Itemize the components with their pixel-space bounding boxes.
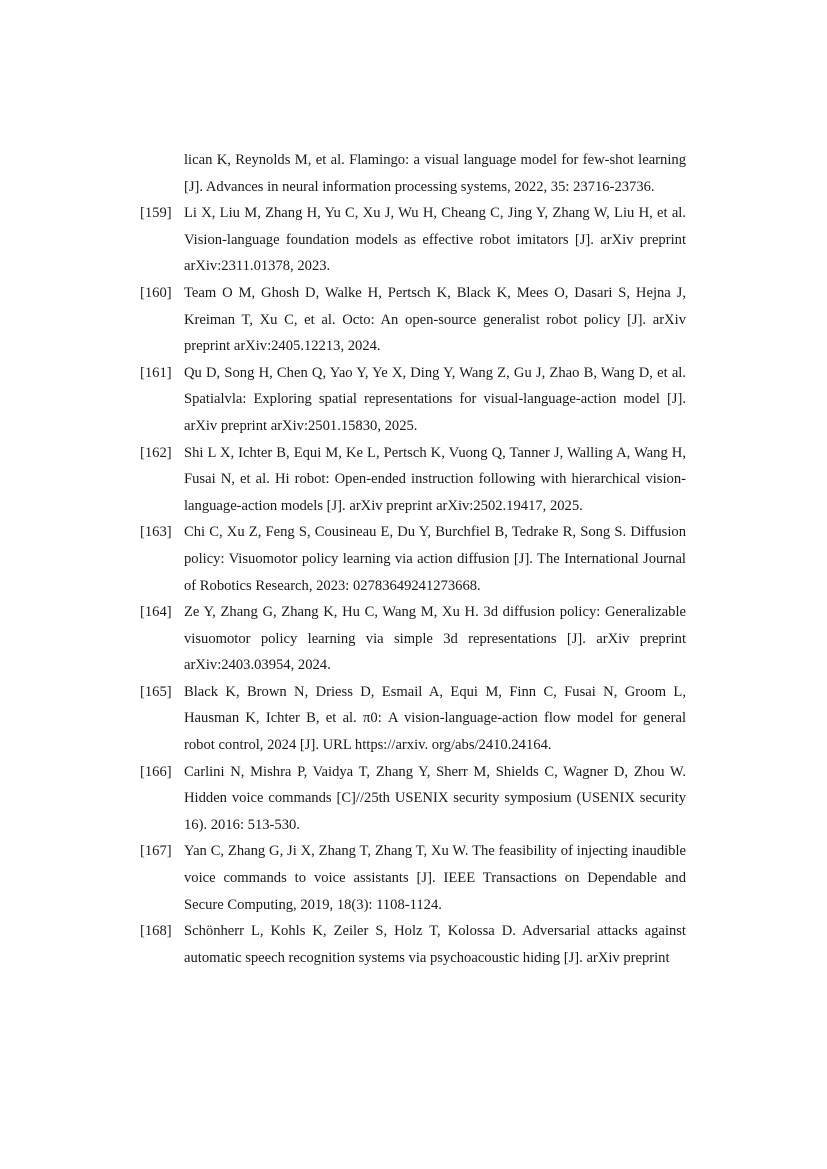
reference-list [140,147,686,971]
reference-item [140,280,686,360]
reference-text: Schönherr L, Kohls K, Zeiler S, Holz T, Kolossa D. Adversarial attacks against automatic speech recognition systems via psychoacoustic hiding [J]. arXiv preprint [184,923,686,966]
reference-item [140,200,686,280]
reference-text: Team O M, Ghosh D, Walke H, Pertsch K, Black K, Mees O, Dasari S, Hejna J, Kreiman T, Xu C, et al. Octo: An open-source generalist robot policy [J]. arXiv preprint arXiv:2405.12213, 2024. [184,284,686,355]
reference-item [140,759,686,839]
reference-number: [167] [140,843,172,860]
reference-item [140,440,686,520]
reference-text: Li X, Liu M, Zhang H, Yu C, Xu J, Wu H, Cheang C, Jing Y, Zhang W, Liu H, et al. Vision-language foundation models as effective robot imitators [J]. arXiv preprint arXiv:2311.01378, 2023. [184,205,686,275]
reference-text: lican K, Reynolds M, et al. Flamingo: a visual language model for few-shot learning [J]. Advances in neural information processing systems, 2022, 35: 23716-23736. [184,152,686,195]
reference-text: Ze Y, Zhang G, Zhang K, Hu C, Wang M, Xu H. 3d diffusion policy: Generalizable visuomotor policy learning via simple 3d representations [J]. arXiv preprint arXiv:2403.03954, 2024. [184,604,686,674]
reference-text: Shi L X, Ichter B, Equi M, Ke L, Pertsch K, Vuong Q, Tanner J, Walling A, Wang H, Fusai N, et al. Hi robot: Open-ended instruction following with hierarchical vision-language-action models [J]. arXiv preprint arXiv:2502.19417, 2025. [184,444,686,514]
reference-number: [164] [140,604,172,621]
reference-item [140,519,686,599]
reference-number: [163] [140,524,172,541]
reference-item [140,599,686,679]
reference-number: [162] [140,444,172,461]
reference-number: [159] [140,205,172,222]
reference-number: [168] [140,923,172,940]
reference-item [140,360,686,440]
reference-text: Yan C, Zhang G, Ji X, Zhang T, Zhang T, Xu W. The feasibility of injecting inaudible voice commands to voice assistants [J]. IEEE Transactions on Dependable and Secure Computing, 2019, 18(3): 1108-1124. [184,843,686,913]
reference-number: [165] [140,683,172,700]
reference-text: Black K, Brown N, Driess D, Esmail A, Equi M, Finn C, Fusai N, Groom L, Hausman K, Ichter B, et al. π0: A vision-language-action flow model for general robot control, 2024 [J]. URL https://arxiv. org/abs/2410.24164. [184,683,686,754]
reference-item [140,679,686,759]
reference-text: Chi C, Xu Z, Feng S, Cousineau E, Du Y, Burchfiel B, Tedrake R, Song S. Diffusion policy: Visuomotor policy learning via action diffusion [J]. The International Journal of Robotics Research, 2023: 02783649241273668. [184,524,686,594]
reference-text: Carlini N, Mishra P, Vaidya T, Zhang Y, Sherr M, Shields C, Wagner D, Zhou W. Hidden voice commands [C]//25th USENIX security symposium (USENIX security 16). 2016: 513-530. [184,763,686,833]
reference-number: [160] [140,284,172,301]
reference-item [140,838,686,918]
reference-number: [166] [140,763,172,780]
reference-number: [161] [140,364,172,381]
reference-text: Qu D, Song H, Chen Q, Yao Y, Ye X, Ding Y, Wang Z, Gu J, Zhao B, Wang D, et al. Spatialvla: Exploring spatial representations for visual-language-action model [J]. arXiv preprint arXiv:2501.15830, 2025. [184,364,686,434]
reference-item [140,918,686,971]
reference-item [140,147,686,200]
